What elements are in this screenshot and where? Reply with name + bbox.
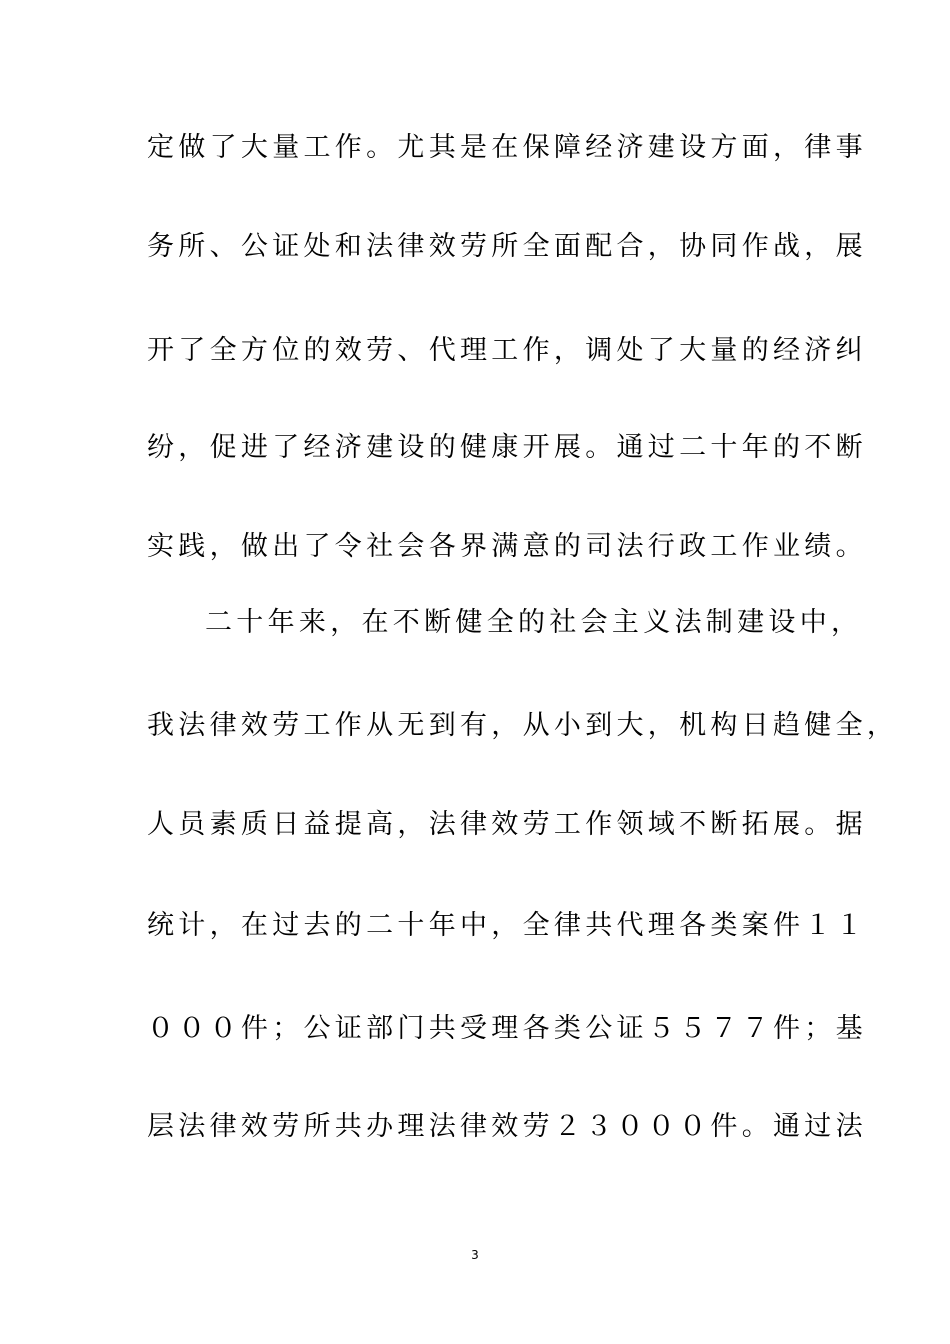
paragraph-first-line: 二十年来，在不断健全的社会主义法制建设中，	[205, 607, 863, 638]
text-line-3: 开了全方位的效劳、代理工作，调处了大量的经济纠	[147, 335, 867, 366]
text-line-5: 实践，做出了令社会各界满意的司法行政工作业绩。	[147, 531, 867, 562]
text-line-1: 定做了大量工作。尤其是在保障经济建设方面，律事	[147, 132, 867, 163]
text-line-10: ０００件；公证部门共受理各类公证５５７７件；基	[147, 1013, 867, 1044]
text-line-2: 务所、公证处和法律效劳所全面配合，协同作战，展	[147, 231, 867, 262]
page-number: 3	[471, 1248, 479, 1262]
text-line-11: 层法律效劳所共办理法律效劳２３０００件。通过法	[147, 1111, 867, 1142]
text-line-4: 纷，促进了经济建设的健康开展。通过二十年的不断	[147, 432, 867, 463]
text-line-9: 统计，在过去的二十年中，全律共代理各类案件１１	[147, 910, 867, 941]
text-line-7: 我法律效劳工作从无到有，从小到大，机构日趋健全，	[147, 710, 899, 741]
text-line-8: 人员素质日益提高，法律效劳工作领域不断拓展。据	[147, 809, 867, 840]
